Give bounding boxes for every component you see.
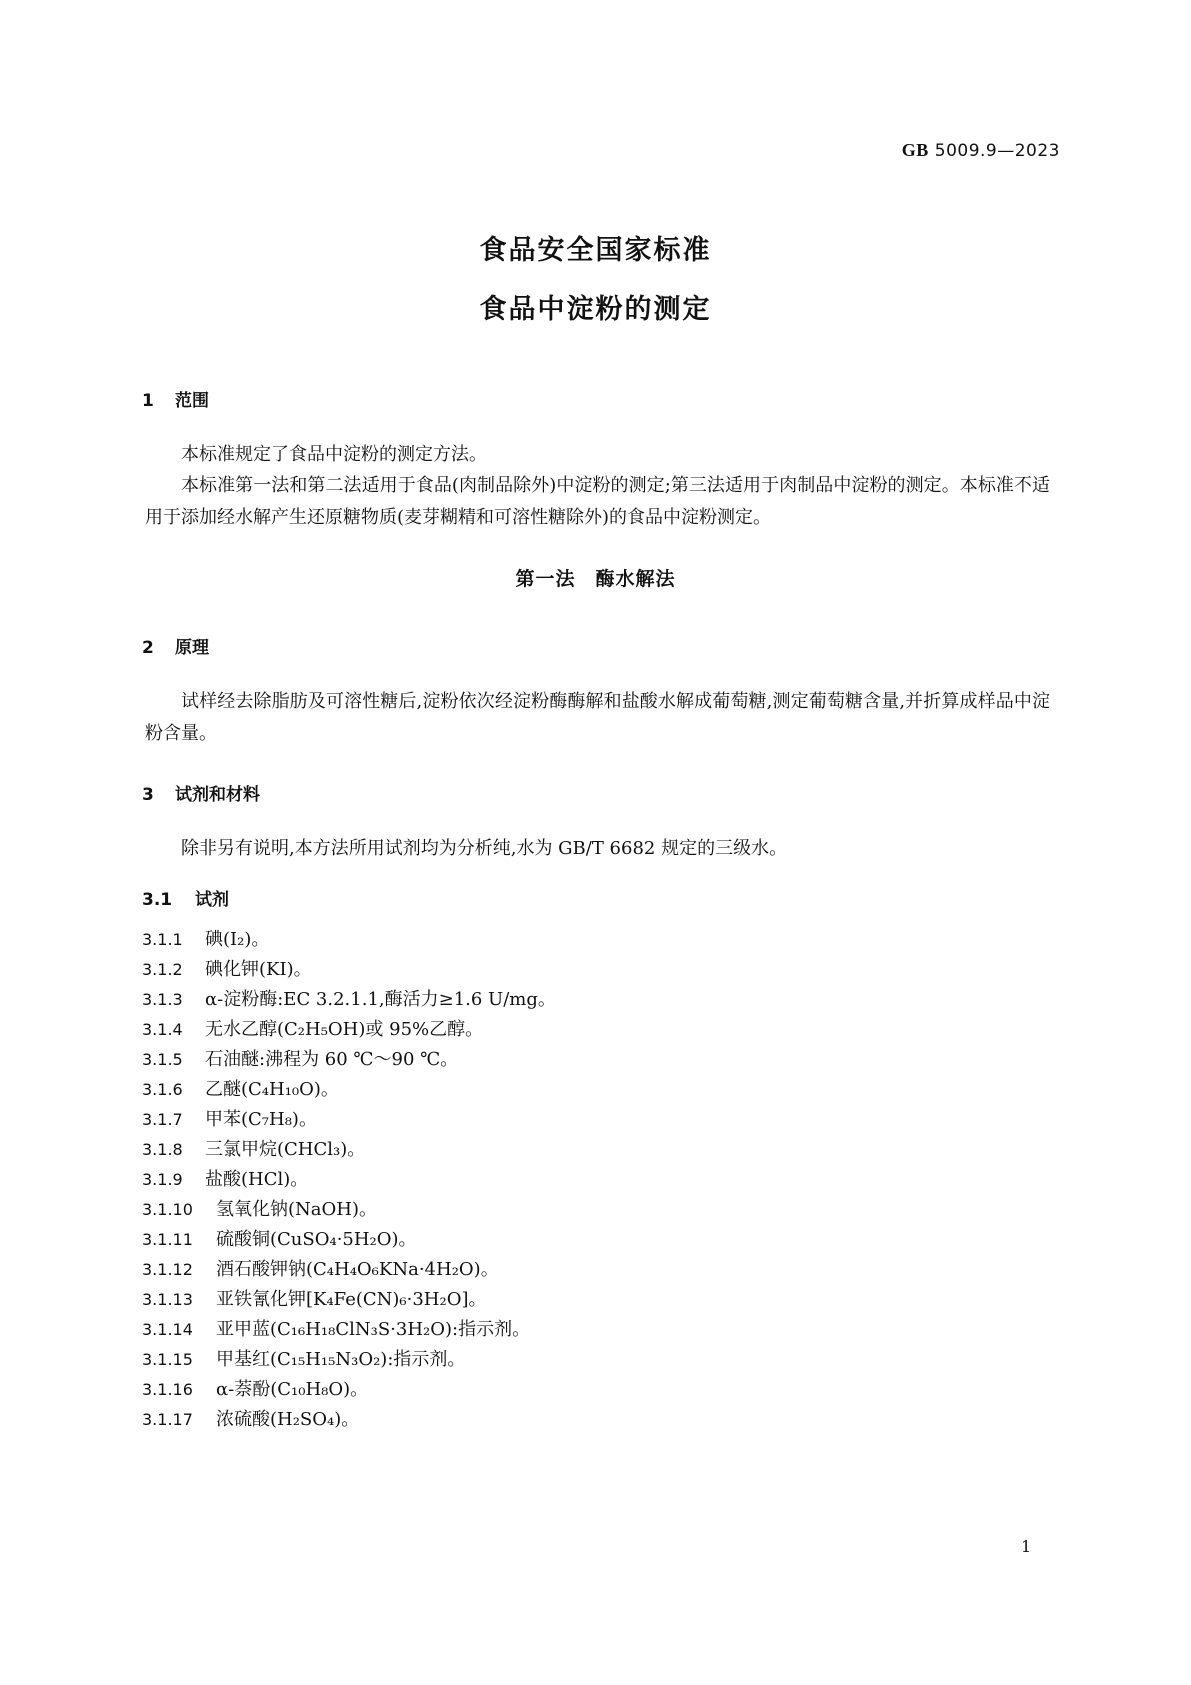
paragraph: 除非另有说明,本方法所用试剂均为分析纯,水为 GB/T 6682 规定的三级水。 <box>181 838 788 859</box>
reagent-item <box>142 1165 308 1195</box>
standard-number: 5009.9—2023 <box>934 141 1060 161</box>
reagent-text: 乙醚(C₄H₁₀O)。 <box>205 1079 339 1100</box>
standard-prefix: GB <box>901 140 929 160</box>
document-subtitle: 食品中淀粉的测定 <box>479 294 712 325</box>
reagent-item <box>142 985 556 1015</box>
subsection-heading-reagents <box>142 885 229 910</box>
reagent-item <box>142 1375 368 1405</box>
subsection-number: 3.1 <box>142 890 173 910</box>
reagent-number: 3.1.5 <box>142 1050 183 1069</box>
reagent-text: 氢氧化钠(NaOH)。 <box>216 1199 377 1220</box>
reagent-text: α-萘酚(C₁₀H₈O)。 <box>216 1379 369 1400</box>
reagent-text: α-淀粉酶:EC 3.2.1.1,酶活力≥1.6 U/mg。 <box>205 989 556 1010</box>
reagent-number: 3.1.12 <box>142 1260 193 1279</box>
paragraph: 试样经去除脂肪及可溶性糖后,淀粉依次经淀粉酶酶解和盐酸水解成葡萄糖,测定葡萄糖含量,并折算成样品中淀粉含量。 <box>145 691 1050 744</box>
reagent-text: 无水乙醇(C₂H₅OH)或 95%乙醇。 <box>205 1019 484 1040</box>
paragraph: 本标准规定了食品中淀粉的测定方法。 <box>181 444 487 465</box>
reagent-number: 3.1.2 <box>142 960 183 979</box>
reagent-text: 亚甲蓝(C₁₆H₁₈ClN₃S·3H₂O):指示剂。 <box>216 1319 531 1340</box>
standard-code <box>902 140 1060 161</box>
reagent-number: 3.1.3 <box>142 990 183 1009</box>
reagent-text: 甲苯(C₇H₈)。 <box>205 1109 317 1130</box>
reagent-number: 3.1.9 <box>142 1170 183 1189</box>
reagent-number: 3.1.13 <box>142 1290 193 1309</box>
reagent-text: 亚铁氰化钾[K₄Fe(CN)₆·3H₂O]。 <box>216 1289 487 1310</box>
reagent-number: 3.1.6 <box>142 1080 183 1099</box>
reagent-item <box>142 1315 530 1345</box>
paragraph: 本标准第一法和第二法适用于食品(肉制品除外)中淀粉的测定;第三法适用于肉制品中淀粉的测定。本标准不适用于添加经水解产生还原糖物质(麦芽糊精和可溶性糖除外)的食品中淀粉测定。 <box>145 475 1050 528</box>
reagent-text: 甲基红(C₁₅H₁₅N₃O₂):指示剂。 <box>216 1349 466 1370</box>
section-number: 3 <box>142 785 154 805</box>
reagent-number: 3.1.14 <box>142 1320 193 1339</box>
section-heading-scope <box>142 386 209 411</box>
reagent-number: 3.1.10 <box>142 1200 193 1219</box>
reagent-text: 浓硫酸(H₂SO₄)。 <box>216 1409 360 1430</box>
reagent-number: 3.1.8 <box>142 1140 183 1159</box>
section-title: 原理 <box>175 638 209 658</box>
reagent-number: 3.1.16 <box>142 1380 193 1399</box>
section-heading-reagents-materials <box>142 780 260 805</box>
reagent-number: 3.1.15 <box>142 1350 193 1369</box>
reagent-item <box>142 1075 339 1105</box>
reagent-number: 3.1.1 <box>142 930 183 949</box>
reagent-item <box>142 1135 365 1165</box>
reagent-text: 酒石酸钾钠(C₄H₄O₆KNa·4H₂O)。 <box>216 1259 499 1280</box>
reagent-text: 碘化钾(KI)。 <box>205 959 312 980</box>
reagent-item <box>142 1015 483 1045</box>
reagent-number: 3.1.11 <box>142 1230 193 1249</box>
method-heading: 第一法 酶水解法 <box>515 568 676 590</box>
reagent-text: 硫酸铜(CuSO₄·5H₂O)。 <box>216 1229 417 1250</box>
reagent-item <box>142 1255 499 1285</box>
reagent-item <box>142 1405 359 1435</box>
section-number: 2 <box>142 638 154 658</box>
page-number: 1 <box>1021 1537 1032 1556</box>
subsection-title: 试剂 <box>195 890 229 910</box>
reagent-text: 盐酸(HCl)。 <box>205 1169 309 1190</box>
reagent-item <box>142 1285 487 1315</box>
reagent-text: 碘(I₂)。 <box>205 929 270 950</box>
section-heading-principle <box>142 633 209 658</box>
reagent-item <box>142 1345 465 1375</box>
reagent-item <box>142 925 269 955</box>
reagent-text: 石油醚:沸程为 60 ℃～90 ℃。 <box>205 1049 459 1070</box>
section-title: 试剂和材料 <box>175 785 260 805</box>
section-number: 1 <box>142 391 154 411</box>
reagent-item <box>142 955 312 985</box>
section-title: 范围 <box>175 391 209 411</box>
reagent-text: 三氯甲烷(CHCl₃)。 <box>205 1139 366 1160</box>
reagent-item <box>142 1195 377 1225</box>
reagent-number: 3.1.7 <box>142 1110 183 1129</box>
reagent-item <box>142 1045 458 1075</box>
document-title: 食品安全国家标准 <box>479 235 712 266</box>
reagent-number: 3.1.4 <box>142 1020 183 1039</box>
reagent-number: 3.1.17 <box>142 1410 193 1429</box>
reagent-item <box>142 1225 417 1255</box>
reagent-item <box>142 1105 317 1135</box>
